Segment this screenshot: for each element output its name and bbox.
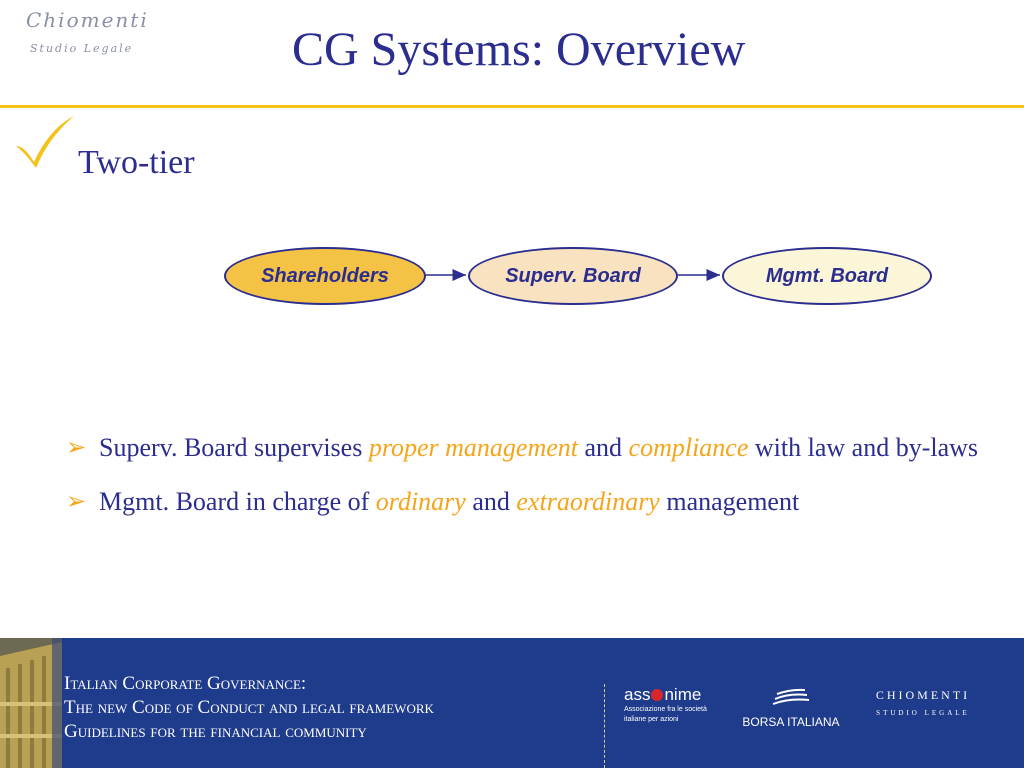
chiomenti-header-logo	[26, 8, 186, 60]
bullet-highlight: compliance	[628, 433, 749, 462]
bullet-text: Mgmt. Board in charge of	[99, 487, 376, 516]
level-heading: Two-tier	[78, 144, 195, 181]
bullet-text: and	[465, 487, 517, 516]
slide-title: CG Systems: Overview	[292, 23, 746, 76]
footer-line: The new Code of Conduct and legal framework	[64, 697, 434, 718]
bullet-item	[66, 484, 1016, 520]
footer-title	[64, 672, 434, 744]
footer-line: Guidelines for the financial community	[64, 721, 367, 742]
bullet-highlight: extraordinary	[516, 487, 660, 516]
assonime-subtitle-1: Associazione fra le società	[624, 706, 707, 713]
chiomenti-name: CHIOMENTI	[875, 688, 971, 702]
footer-line: Italian Corporate Governance:	[64, 673, 307, 694]
bullet-highlight: proper management	[368, 433, 578, 462]
checkmark-icon	[12, 112, 76, 172]
bullet-item	[66, 430, 1016, 466]
bullet-text: management	[659, 487, 800, 516]
assonime-logo	[624, 686, 707, 724]
title-divider	[0, 105, 1024, 108]
bullet-list	[66, 430, 1016, 538]
node-management-board: Mgmt. Board	[722, 247, 932, 305]
assonime-subtitle-2: italiane per azioni	[624, 716, 679, 723]
assonime-o-icon	[651, 689, 663, 701]
node-shareholders: Shareholders	[224, 247, 426, 305]
arrow-bullet-icon: ➢	[66, 489, 87, 515]
bullet-text: Superv. Board supervises	[99, 433, 369, 462]
header-logo-subtitle: Studio Legale	[30, 42, 134, 55]
bullet-text: with law and by-laws	[748, 433, 979, 462]
node-supervisory-board: Superv. Board	[468, 247, 678, 305]
header-logo-name: Chiomenti	[26, 8, 149, 32]
chiomenti-subtitle: STUDIO LEGALE	[876, 709, 970, 717]
building-photo	[0, 638, 62, 768]
borsa-italiana-mark-icon	[769, 688, 813, 708]
footer-divider	[604, 684, 605, 768]
borsa-italiana-name: BORSA ITALIANA	[742, 715, 840, 729]
assonime-name: ass nime	[624, 685, 702, 704]
footer-band	[0, 638, 1024, 768]
borsa-italiana-logo	[736, 688, 846, 729]
arrow-bullet-icon: ➢	[66, 435, 87, 461]
bullet-text: and	[578, 433, 629, 462]
chiomenti-footer-logo	[862, 688, 984, 717]
bullet-highlight: ordinary	[375, 487, 466, 516]
